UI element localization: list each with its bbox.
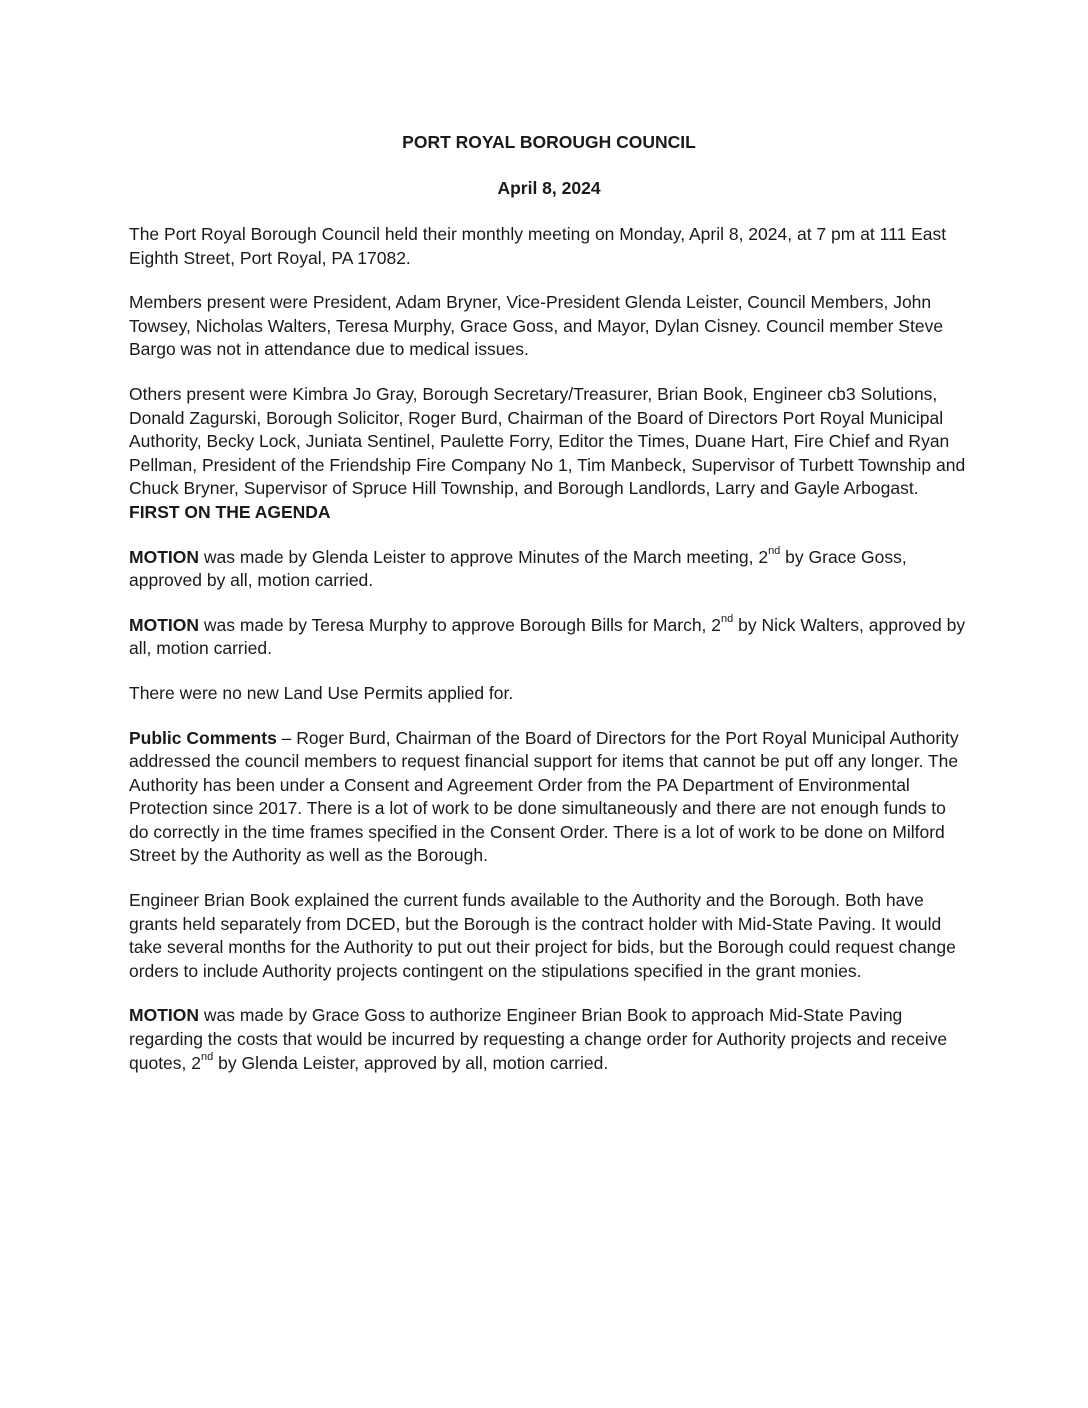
document-title: PORT ROYAL BOROUGH COUNCIL bbox=[402, 132, 696, 152]
motion-text-end: by Nick Walters, approved by all, motion carried. bbox=[129, 614, 966, 659]
public-comments-paragraph bbox=[129, 727, 969, 869]
public-comments-text: – Roger Burd, Chairman of the Board of Directors for the Port Royal Municipal Authority addressed the council members to request financial support for items that cannot be put off any longer. The Authority has been under a Consent and Agreement Order from the PA Department of Environmental Protection since 2017. There is a lot of work to be done simultaneously and there are not enough funds to do correctly in the time frames specified in the Consent Order. There is a lot of work to be done on Milford Street by the Authority as well as the Borough. bbox=[129, 727, 959, 866]
document-page bbox=[129, 131, 969, 1075]
ordinal-suffix: nd bbox=[721, 612, 734, 625]
motion-text: was made by Teresa Murphy to approve Borough Bills for March, 2 bbox=[199, 614, 722, 635]
motion-label: MOTION bbox=[129, 614, 199, 635]
intro-paragraph: The Port Royal Borough Council held their monthly meeting on Monday, April 8, 2024, at 7 pm at 111 East Eighth Street, Port Royal, PA 17082. bbox=[129, 224, 947, 268]
meeting-date: April 8, 2024 bbox=[497, 178, 601, 198]
ordinal-suffix: nd bbox=[768, 544, 781, 557]
motion-label: MOTION bbox=[129, 1005, 199, 1026]
motion-text-end: by Glenda Leister, approved by all, motion carried. bbox=[213, 1052, 609, 1073]
public-comments-label: Public Comments bbox=[129, 727, 277, 748]
motion-label: MOTION bbox=[129, 546, 199, 567]
motion-text: was made by Glenda Leister to approve Minutes of the March meeting, 2 bbox=[199, 546, 769, 567]
ordinal-suffix: nd bbox=[201, 1050, 214, 1063]
motion-bills-paragraph bbox=[129, 614, 969, 661]
permits-paragraph: There were no new Land Use Permits applied for. bbox=[129, 682, 514, 703]
motion-minutes-paragraph bbox=[129, 546, 969, 593]
members-paragraph: Members present were President, Adam Bryner, Vice-President Glenda Leister, Council Members, John Towsey, Nicholas Walters, Teresa Murphy, Grace Goss, and Mayor, Dylan Cisney. Council member Steve Bargo was not in attendance due to medical issues. bbox=[129, 292, 944, 360]
engineer-paragraph: Engineer Brian Book explained the current funds available to the Authority and the Borough. Both have grants held separately from DCED, but the Borough is the contract holder with Mid-State Paving. It would take several months for the Authority to put out their project for bids, but the Borough could request change orders to include Authority projects contingent on the stipulations specified in the grant monies. bbox=[129, 890, 956, 981]
section-heading: FIRST ON THE AGENDA bbox=[129, 501, 331, 522]
motion-engineer-paragraph bbox=[129, 1004, 969, 1075]
motion-text: was made by Grace Goss to authorize Engineer Brian Book to approach Mid-State Paving regarding the costs that would be incurred by requesting a change order for Authority projects and receive quotes, 2 bbox=[129, 1005, 948, 1073]
motion-text-end: by Grace Goss, approved by all, motion carried. bbox=[129, 546, 907, 591]
others-present-paragraph: Others present were Kimbra Jo Gray, Borough Secretary/Treasurer, Brian Book, Engineer cb3 Solutions, Donald Zagurski, Borough Solicitor, Roger Burd, Chairman of the Board of Directors Port Royal Municipal Authority, Becky Lock, Juniata Sentinel, Paulette Forry, Editor the Times, Duane Hart, Fire Chief and Ryan Pellman, President of the Friendship Fire Company No 1, Tim Manbeck, Supervisor of Turbett Township and Chuck Bryner, Supervisor of Spruce Hill Township, and Borough Landlords, Larry and Gayle Arbogast. bbox=[129, 383, 966, 499]
